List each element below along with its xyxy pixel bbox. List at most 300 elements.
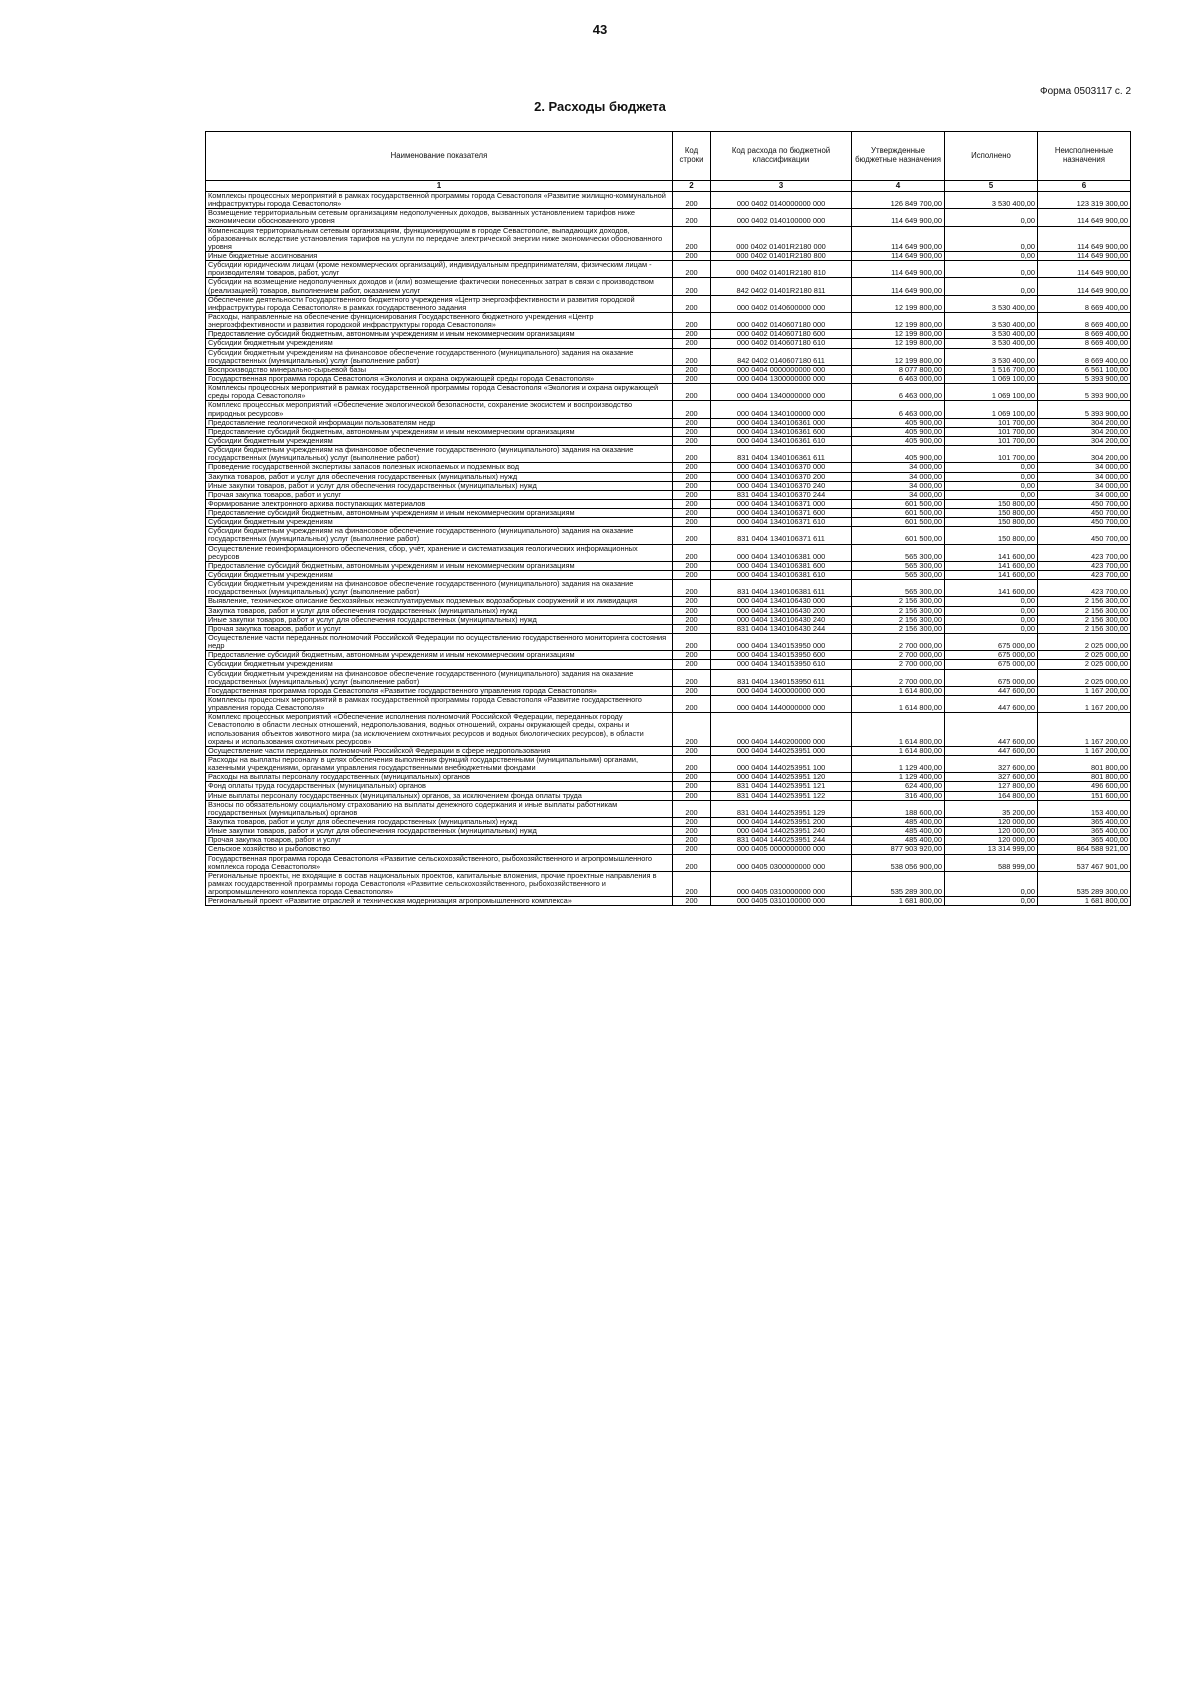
- row-classification-code: 000 0402 0140000000 000: [711, 192, 852, 209]
- page-number: 43: [592, 22, 608, 37]
- row-name: Субсидии бюджетным учреждениям: [206, 339, 673, 348]
- table-row: [206, 615, 1131, 624]
- table-row: [206, 418, 1131, 427]
- row-classification-code: 000 0404 1340106370 200: [711, 472, 852, 481]
- row-name: Субсидии бюджетным учреждениям на финансовое обеспечение государственного (муниципального) задания на оказание государственных (муниципальных) услуг (выполнение работ): [206, 580, 673, 597]
- row-line-code: 200: [673, 209, 711, 226]
- table-row: [206, 490, 1131, 499]
- row-name: Субсидии бюджетным учреждениям: [206, 436, 673, 445]
- row-approved-amount: 1 614 800,00: [852, 696, 945, 713]
- header-name: Наименование показателя: [206, 132, 673, 181]
- row-remaining-amount: 34 000,00: [1038, 481, 1131, 490]
- row-approved-amount: 2 700 000,00: [852, 634, 945, 651]
- row-name: Субсидии бюджетным учреждениям на финансовое обеспечение государственного (муниципального) задания на оказание государственных (муниципальных) услуг (выполнение работ): [206, 527, 673, 544]
- row-line-code: 200: [673, 446, 711, 463]
- row-name: Проведение государственной экспертизы запасов полезных ископаемых и подземных вод: [206, 463, 673, 472]
- row-approved-amount: 1 681 800,00: [852, 897, 945, 906]
- row-executed-amount: 120 000,00: [945, 827, 1038, 836]
- row-classification-code: 000 0404 1400000000 000: [711, 686, 852, 695]
- row-name: Иные закупки товаров, работ и услуг для обеспечения государственных (муниципальных) нужд: [206, 615, 673, 624]
- row-approved-amount: 1 614 800,00: [852, 746, 945, 755]
- row-approved-amount: 316 400,00: [852, 791, 945, 800]
- row-approved-amount: 565 300,00: [852, 561, 945, 570]
- row-classification-code: 831 0404 1440253951 121: [711, 782, 852, 791]
- table-row: [206, 800, 1131, 817]
- row-executed-amount: 0,00: [945, 871, 1038, 896]
- table-row: [206, 713, 1131, 747]
- table-row: [206, 897, 1131, 906]
- form-code: Форма 0503117 с. 2: [1040, 86, 1132, 97]
- row-name: Субсидии бюджетным учреждениям: [206, 518, 673, 527]
- row-classification-code: 000 0402 0140100000 000: [711, 209, 852, 226]
- row-name: Субсидии бюджетным учреждениям на финансовое обеспечение государственного (муниципального) задания на оказание государственных (муниципальных) услуг (выполнение работ): [206, 446, 673, 463]
- row-name: Государственная программа города Севастополя «Развитие государственного управления города Севастополя»: [206, 686, 673, 695]
- row-executed-amount: 675 000,00: [945, 669, 1038, 686]
- row-approved-amount: 12 199 800,00: [852, 339, 945, 348]
- row-name: Комплексы процессных мероприятий в рамках государственной программы города Севастополя «Экология и охрана окружающей среды города Севастополя»: [206, 384, 673, 401]
- row-line-code: 200: [673, 660, 711, 669]
- row-line-code: 200: [673, 597, 711, 606]
- row-remaining-amount: 123 319 300,00: [1038, 192, 1131, 209]
- row-name: Расходы, направленные на обеспечение функционирования Государственного бюджетного учреждения «Центр энергоэффективности и развития городской инфраструктуры города Севастополя»: [206, 312, 673, 329]
- row-executed-amount: 3 530 400,00: [945, 339, 1038, 348]
- row-approved-amount: 485 400,00: [852, 836, 945, 845]
- row-name: Предоставление геологической информации пользователям недр: [206, 418, 673, 427]
- row-classification-code: 000 0404 1340106381 610: [711, 571, 852, 580]
- column-number: 5: [945, 181, 1038, 192]
- row-line-code: 200: [673, 518, 711, 527]
- row-approved-amount: 2 156 300,00: [852, 606, 945, 615]
- row-classification-code: 000 0404 1340106371 600: [711, 509, 852, 518]
- table-row: [206, 251, 1131, 260]
- row-remaining-amount: 1 167 200,00: [1038, 713, 1131, 747]
- row-classification-code: 000 0405 0300000000 000: [711, 854, 852, 871]
- table-row: [206, 660, 1131, 669]
- row-classification-code: 000 0402 0140600000 000: [711, 295, 852, 312]
- row-approved-amount: 405 900,00: [852, 446, 945, 463]
- table-row: [206, 278, 1131, 295]
- table-row: [206, 817, 1131, 826]
- row-classification-code: 000 0404 1340106370 240: [711, 481, 852, 490]
- row-classification-code: 000 0404 1440253951 000: [711, 746, 852, 755]
- row-name: Предоставление субсидий бюджетным, автономным учреждениям и иным некоммерческим организациям: [206, 509, 673, 518]
- row-remaining-amount: 537 467 901,00: [1038, 854, 1131, 871]
- row-name: Осуществление части переданных полномочий Российской Федерации в сфере недропользования: [206, 746, 673, 755]
- row-classification-code: 000 0404 1340000000 000: [711, 384, 852, 401]
- row-executed-amount: 675 000,00: [945, 651, 1038, 660]
- row-classification-code: 842 0402 01401R2180 811: [711, 278, 852, 295]
- row-line-code: 200: [673, 418, 711, 427]
- row-approved-amount: 405 900,00: [852, 436, 945, 445]
- row-classification-code: 000 0404 1440253951 240: [711, 827, 852, 836]
- row-name: Расходы на выплаты персоналу государственных (муниципальных) органов: [206, 773, 673, 782]
- row-approved-amount: 34 000,00: [852, 481, 945, 490]
- row-classification-code: 000 0404 1340100000 000: [711, 401, 852, 418]
- row-executed-amount: 0,00: [945, 606, 1038, 615]
- row-name: Воспроизводство минерально-сырьевой базы: [206, 365, 673, 374]
- row-name: Региональный проект «Развитие отраслей и техническая модернизация агропромышленного комплекса»: [206, 897, 673, 906]
- row-remaining-amount: 496 600,00: [1038, 782, 1131, 791]
- row-line-code: 200: [673, 490, 711, 499]
- row-remaining-amount: 2 025 000,00: [1038, 634, 1131, 651]
- row-approved-amount: 1 129 400,00: [852, 756, 945, 773]
- row-approved-amount: 2 700 000,00: [852, 660, 945, 669]
- row-line-code: 200: [673, 527, 711, 544]
- row-name: Региональные проекты, не входящие в состав национальных проектов, капитальные вложения, прочие проектные направления в рамках государственной программы города Севастополя «Развитие сельскохозяйственного, рыбохозяйственного и агропромышленного комплекса города Севастополя»: [206, 871, 673, 896]
- column-number: 6: [1038, 181, 1131, 192]
- row-executed-amount: 150 800,00: [945, 527, 1038, 544]
- row-line-code: 200: [673, 226, 711, 251]
- row-approved-amount: 34 000,00: [852, 490, 945, 499]
- table-row: [206, 597, 1131, 606]
- table-row: [206, 561, 1131, 570]
- row-executed-amount: 0,00: [945, 597, 1038, 606]
- row-executed-amount: 141 600,00: [945, 571, 1038, 580]
- table-row: [206, 339, 1131, 348]
- row-remaining-amount: 450 700,00: [1038, 527, 1131, 544]
- table-body: [206, 192, 1131, 906]
- row-remaining-amount: 423 700,00: [1038, 544, 1131, 561]
- row-executed-amount: 0,00: [945, 481, 1038, 490]
- row-line-code: 200: [673, 251, 711, 260]
- row-executed-amount: 447 600,00: [945, 746, 1038, 755]
- row-remaining-amount: 864 588 921,00: [1038, 845, 1131, 854]
- row-remaining-amount: 801 800,00: [1038, 756, 1131, 773]
- table-row: [206, 571, 1131, 580]
- section-title: 2. Расходы бюджета: [534, 99, 666, 114]
- row-executed-amount: 164 800,00: [945, 791, 1038, 800]
- row-remaining-amount: 2 025 000,00: [1038, 660, 1131, 669]
- row-line-code: 200: [673, 827, 711, 836]
- row-remaining-amount: 5 393 900,00: [1038, 384, 1131, 401]
- row-executed-amount: 1 069 100,00: [945, 374, 1038, 383]
- row-name: Закупка товаров, работ и услуг для обеспечения государственных (муниципальных) нужд: [206, 606, 673, 615]
- row-approved-amount: 6 463 000,00: [852, 374, 945, 383]
- row-remaining-amount: 8 669 400,00: [1038, 295, 1131, 312]
- table-row: [206, 773, 1131, 782]
- row-remaining-amount: 2 156 300,00: [1038, 615, 1131, 624]
- row-executed-amount: 675 000,00: [945, 660, 1038, 669]
- row-remaining-amount: 114 649 900,00: [1038, 209, 1131, 226]
- row-classification-code: 831 0404 1340106361 611: [711, 446, 852, 463]
- row-executed-amount: 3 530 400,00: [945, 192, 1038, 209]
- row-name: Иные закупки товаров, работ и услуг для обеспечения государственных (муниципальных) нужд: [206, 481, 673, 490]
- row-executed-amount: 447 600,00: [945, 696, 1038, 713]
- row-remaining-amount: 1 167 200,00: [1038, 686, 1131, 695]
- row-name: Осуществление части переданных полномочий Российской Федерации по осуществлению государственного мониторинга состояния недр: [206, 634, 673, 651]
- row-line-code: 200: [673, 278, 711, 295]
- row-approved-amount: 538 056 900,00: [852, 854, 945, 871]
- row-approved-amount: 405 900,00: [852, 427, 945, 436]
- table-row: [206, 509, 1131, 518]
- row-classification-code: 831 0404 1440253951 129: [711, 800, 852, 817]
- row-approved-amount: 601 500,00: [852, 509, 945, 518]
- row-approved-amount: 601 500,00: [852, 518, 945, 527]
- row-line-code: 200: [673, 686, 711, 695]
- row-remaining-amount: 304 200,00: [1038, 436, 1131, 445]
- row-line-code: 200: [673, 295, 711, 312]
- row-approved-amount: 1 129 400,00: [852, 773, 945, 782]
- row-line-code: 200: [673, 669, 711, 686]
- table-row: [206, 463, 1131, 472]
- row-executed-amount: 101 700,00: [945, 436, 1038, 445]
- row-classification-code: 000 0404 1440200000 000: [711, 713, 852, 747]
- row-executed-amount: 0,00: [945, 472, 1038, 481]
- row-line-code: 200: [673, 374, 711, 383]
- row-name: Выявление, техническое описание бесхозяйных неэксплуатируемых подземных водозаборных сооружений и их ликвидация: [206, 597, 673, 606]
- row-name: Расходы на выплаты персоналу в целях обеспечения выполнения функций государственными (муниципальными) органами, казенными учреждениями, органами управления государственными внебюджетными фондами: [206, 756, 673, 773]
- row-executed-amount: 120 000,00: [945, 817, 1038, 826]
- row-line-code: 200: [673, 606, 711, 615]
- row-approved-amount: 601 500,00: [852, 499, 945, 508]
- table-row: [206, 261, 1131, 278]
- row-name: Формирование электронного архива поступающих материалов: [206, 499, 673, 508]
- row-approved-amount: 624 400,00: [852, 782, 945, 791]
- row-approved-amount: 2 156 300,00: [852, 615, 945, 624]
- row-line-code: 200: [673, 624, 711, 633]
- row-name: Субсидии бюджетным учреждениям: [206, 571, 673, 580]
- row-line-code: 200: [673, 897, 711, 906]
- row-remaining-amount: 1 681 800,00: [1038, 897, 1131, 906]
- row-classification-code: 000 0402 01401R2180 000: [711, 226, 852, 251]
- row-executed-amount: 150 800,00: [945, 518, 1038, 527]
- row-classification-code: 000 0405 0310100000 000: [711, 897, 852, 906]
- row-remaining-amount: 801 800,00: [1038, 773, 1131, 782]
- row-line-code: 200: [673, 481, 711, 490]
- row-name: Субсидии бюджетным учреждениям: [206, 660, 673, 669]
- row-remaining-amount: 2 025 000,00: [1038, 669, 1131, 686]
- row-name: Прочая закупка товаров, работ и услуг: [206, 836, 673, 845]
- row-remaining-amount: 423 700,00: [1038, 580, 1131, 597]
- row-classification-code: 000 0404 1340106430 000: [711, 597, 852, 606]
- row-executed-amount: 1 069 100,00: [945, 384, 1038, 401]
- row-line-code: 200: [673, 580, 711, 597]
- row-name: Предоставление субсидий бюджетным, автономным учреждениям и иным некоммерческим организациям: [206, 651, 673, 660]
- row-remaining-amount: 34 000,00: [1038, 472, 1131, 481]
- row-executed-amount: 0,00: [945, 278, 1038, 295]
- table-row: [206, 606, 1131, 615]
- row-classification-code: 831 0404 1440253951 122: [711, 791, 852, 800]
- table-row: [206, 427, 1131, 436]
- row-approved-amount: 2 156 300,00: [852, 597, 945, 606]
- row-classification-code: 000 0404 1340106370 000: [711, 463, 852, 472]
- table-row: [206, 499, 1131, 508]
- row-executed-amount: 3 530 400,00: [945, 348, 1038, 365]
- table-row: [206, 527, 1131, 544]
- row-remaining-amount: 114 649 900,00: [1038, 261, 1131, 278]
- row-remaining-amount: 304 200,00: [1038, 427, 1131, 436]
- table-row: [206, 472, 1131, 481]
- row-classification-code: 000 0404 1340106430 240: [711, 615, 852, 624]
- row-line-code: 200: [673, 571, 711, 580]
- row-executed-amount: 150 800,00: [945, 509, 1038, 518]
- row-line-code: 200: [673, 192, 711, 209]
- row-remaining-amount: 5 393 900,00: [1038, 401, 1131, 418]
- row-remaining-amount: 423 700,00: [1038, 571, 1131, 580]
- row-executed-amount: 141 600,00: [945, 544, 1038, 561]
- row-executed-amount: 0,00: [945, 615, 1038, 624]
- column-number: 3: [711, 181, 852, 192]
- row-name: Иные выплаты персоналу государственных (муниципальных) органов, за исключением фонда оплаты труда: [206, 791, 673, 800]
- row-remaining-amount: 114 649 900,00: [1038, 251, 1131, 260]
- table-row: [206, 854, 1131, 871]
- row-classification-code: 000 0404 0000000000 000: [711, 365, 852, 374]
- table-row: [206, 348, 1131, 365]
- row-approved-amount: 126 849 700,00: [852, 192, 945, 209]
- row-remaining-amount: 450 700,00: [1038, 509, 1131, 518]
- row-line-code: 200: [673, 472, 711, 481]
- row-line-code: 200: [673, 401, 711, 418]
- row-remaining-amount: 34 000,00: [1038, 490, 1131, 499]
- row-line-code: 200: [673, 499, 711, 508]
- row-approved-amount: 8 077 800,00: [852, 365, 945, 374]
- row-executed-amount: 101 700,00: [945, 418, 1038, 427]
- row-line-code: 200: [673, 615, 711, 624]
- row-approved-amount: 188 600,00: [852, 800, 945, 817]
- row-executed-amount: 1 516 700,00: [945, 365, 1038, 374]
- row-remaining-amount: 365 400,00: [1038, 836, 1131, 845]
- row-name: Предоставление субсидий бюджетным, автономным учреждениям и иным некоммерческим организациям: [206, 330, 673, 339]
- row-executed-amount: 0,00: [945, 226, 1038, 251]
- table-row: [206, 782, 1131, 791]
- row-line-code: 200: [673, 746, 711, 755]
- header-code: Код строки: [673, 132, 711, 181]
- row-classification-code: 000 0404 1340106430 200: [711, 606, 852, 615]
- row-executed-amount: 0,00: [945, 209, 1038, 226]
- row-approved-amount: 114 649 900,00: [852, 251, 945, 260]
- row-remaining-amount: 2 156 300,00: [1038, 606, 1131, 615]
- row-approved-amount: 114 649 900,00: [852, 261, 945, 278]
- row-name: Субсидии юридическим лицам (кроме некоммерческих организаций), индивидуальным предпринимателям, физическим лицам - производителям товаров, работ, услуг: [206, 261, 673, 278]
- row-name: Предоставление субсидий бюджетным, автономным учреждениям и иным некоммерческим организациям: [206, 561, 673, 570]
- row-remaining-amount: 153 400,00: [1038, 800, 1131, 817]
- row-approved-amount: 485 400,00: [852, 827, 945, 836]
- row-line-code: 200: [673, 436, 711, 445]
- table-row: [206, 384, 1131, 401]
- column-number: 4: [852, 181, 945, 192]
- row-executed-amount: 0,00: [945, 897, 1038, 906]
- row-executed-amount: 35 200,00: [945, 800, 1038, 817]
- row-approved-amount: 12 199 800,00: [852, 295, 945, 312]
- row-line-code: 200: [673, 791, 711, 800]
- row-name: Взносы по обязательному социальному страхованию на выплаты денежного содержания и иные выплаты работникам государственных (муниципальных) органов: [206, 800, 673, 817]
- table-row: [206, 209, 1131, 226]
- row-remaining-amount: 114 649 900,00: [1038, 226, 1131, 251]
- row-classification-code: 831 0404 1340106370 244: [711, 490, 852, 499]
- row-remaining-amount: 8 669 400,00: [1038, 348, 1131, 365]
- row-approved-amount: 485 400,00: [852, 817, 945, 826]
- row-name: Субсидии на возмещение недополученных доходов и (или) возмещение фактически понесенных затрат в связи с производством (реализацией) товаров, выполнением работ, оказанием услуг: [206, 278, 673, 295]
- row-classification-code: 831 0404 1340153950 611: [711, 669, 852, 686]
- row-classification-code: 842 0402 0140607180 611: [711, 348, 852, 365]
- table-row: [206, 446, 1131, 463]
- row-approved-amount: 405 900,00: [852, 418, 945, 427]
- row-remaining-amount: 450 700,00: [1038, 518, 1131, 527]
- row-classification-code: 000 0404 1340153950 600: [711, 651, 852, 660]
- row-classification-code: 000 0402 0140607180 600: [711, 330, 852, 339]
- row-line-code: 200: [673, 544, 711, 561]
- row-classification-code: 000 0402 01401R2180 810: [711, 261, 852, 278]
- row-remaining-amount: 151 600,00: [1038, 791, 1131, 800]
- row-remaining-amount: 365 400,00: [1038, 817, 1131, 826]
- row-name: Комплекс процессных мероприятий «Обеспечение экологической безопасности, сохранение экосистем и воспроизводство природных ресурсов»: [206, 401, 673, 418]
- row-line-code: 200: [673, 261, 711, 278]
- row-line-code: 200: [673, 836, 711, 845]
- row-name: Возмещение территориальным сетевым организациям недополученных доходов, вызванных установлением тарифов ниже экономически обоснованного уровня: [206, 209, 673, 226]
- row-remaining-amount: 2 156 300,00: [1038, 624, 1131, 633]
- row-name: Сельское хозяйство и рыболовство: [206, 845, 673, 854]
- row-name: Субсидии бюджетным учреждениям на финансовое обеспечение государственного (муниципального) задания на оказание государственных (муниципальных) услуг (выполнение работ): [206, 348, 673, 365]
- table-row: [206, 669, 1131, 686]
- row-executed-amount: 447 600,00: [945, 713, 1038, 747]
- row-name: Обеспечение деятельности Государственного бюджетного учреждения «Центр энергоэффективности и развития городской инфраструктуры города Севастополя» в рамках государственного задания: [206, 295, 673, 312]
- row-executed-amount: 675 000,00: [945, 634, 1038, 651]
- row-remaining-amount: 114 649 900,00: [1038, 278, 1131, 295]
- row-approved-amount: 12 199 800,00: [852, 312, 945, 329]
- row-remaining-amount: 535 289 300,00: [1038, 871, 1131, 896]
- row-line-code: 200: [673, 339, 711, 348]
- row-remaining-amount: 8 669 400,00: [1038, 330, 1131, 339]
- row-name: Прочая закупка товаров, работ и услуг: [206, 490, 673, 499]
- row-approved-amount: 565 300,00: [852, 580, 945, 597]
- row-line-code: 200: [673, 773, 711, 782]
- row-remaining-amount: 34 000,00: [1038, 463, 1131, 472]
- table-row: [206, 686, 1131, 695]
- row-approved-amount: 565 300,00: [852, 571, 945, 580]
- row-remaining-amount: 2 156 300,00: [1038, 597, 1131, 606]
- table-row: [206, 580, 1131, 597]
- row-name: Закупка товаров, работ и услуг для обеспечения государственных (муниципальных) нужд: [206, 817, 673, 826]
- header-remaining: Неисполненные назначения: [1038, 132, 1131, 181]
- row-name: Комплекс процессных мероприятий «Обеспечение исполнения полномочий Российской Федерации, переданных городу Севастополю в области лесных отношений, недропользования, водных отношений, охраны окружающей среды, охраны и использования объектов животного мира (за исключением охотничьих ресурсов и водных биологических ресурсов), в области охраны и использования охотничьих ресурсов»: [206, 713, 673, 747]
- row-line-code: 200: [673, 365, 711, 374]
- row-classification-code: 000 0404 1440253951 200: [711, 817, 852, 826]
- row-executed-amount: 127 800,00: [945, 782, 1038, 791]
- row-name: Предоставление субсидий бюджетным, автономным учреждениям и иным некоммерческим организациям: [206, 427, 673, 436]
- row-line-code: 200: [673, 696, 711, 713]
- row-remaining-amount: 304 200,00: [1038, 446, 1131, 463]
- row-classification-code: 831 0404 1340106430 244: [711, 624, 852, 633]
- row-approved-amount: 2 700 000,00: [852, 651, 945, 660]
- row-remaining-amount: 2 025 000,00: [1038, 651, 1131, 660]
- row-name: Прочая закупка товаров, работ и услуг: [206, 624, 673, 633]
- row-remaining-amount: 1 167 200,00: [1038, 746, 1131, 755]
- table-row: [206, 624, 1131, 633]
- table-row: [206, 295, 1131, 312]
- column-number-row: [206, 181, 1131, 192]
- row-name: Осуществление геоинформационного обеспечения, сбор, учёт, хранение и систематизация геологических информационных ресурсов: [206, 544, 673, 561]
- row-remaining-amount: 304 200,00: [1038, 418, 1131, 427]
- row-approved-amount: 2 156 300,00: [852, 624, 945, 633]
- row-classification-code: 831 0404 1340106381 611: [711, 580, 852, 597]
- row-remaining-amount: 365 400,00: [1038, 827, 1131, 836]
- row-line-code: 200: [673, 651, 711, 660]
- row-line-code: 200: [673, 561, 711, 570]
- row-classification-code: 000 0404 1340106371 610: [711, 518, 852, 527]
- row-classification-code: 000 0404 1440000000 000: [711, 696, 852, 713]
- row-remaining-amount: 423 700,00: [1038, 561, 1131, 570]
- row-name: Иные закупки товаров, работ и услуг для обеспечения государственных (муниципальных) нужд: [206, 827, 673, 836]
- row-line-code: 200: [673, 634, 711, 651]
- table-row: [206, 651, 1131, 660]
- row-classification-code: 000 0404 1340106361 000: [711, 418, 852, 427]
- row-line-code: 200: [673, 871, 711, 896]
- row-classification-code: 000 0405 0310000000 000: [711, 871, 852, 896]
- header-row: [206, 132, 1131, 181]
- row-executed-amount: 101 700,00: [945, 446, 1038, 463]
- header-approved: Утвержденные бюджетные назначения: [852, 132, 945, 181]
- row-approved-amount: 1 614 800,00: [852, 713, 945, 747]
